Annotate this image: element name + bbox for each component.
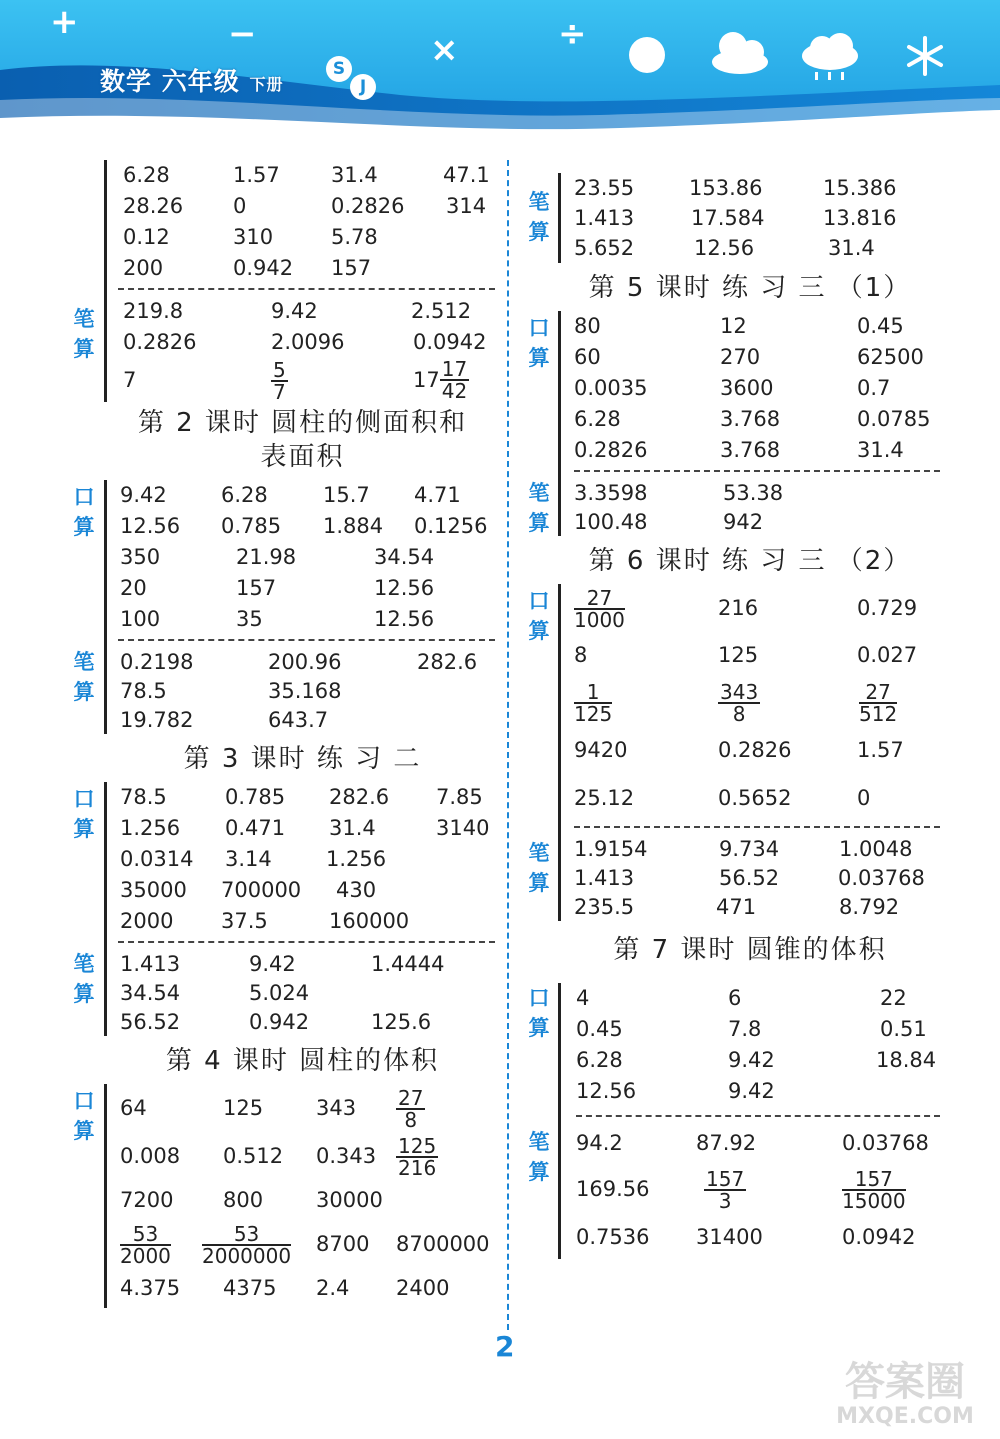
label-char: 算 (528, 871, 550, 895)
answer: 13.816 (823, 206, 897, 230)
answer-row (118, 327, 495, 358)
answer: 9.42 (120, 483, 167, 507)
right-column (520, 160, 940, 1259)
answer: 0.0035 (574, 376, 648, 400)
label-char: 笔 (528, 481, 550, 505)
answer: 0.7536 (576, 1225, 650, 1249)
answer-row (576, 1163, 940, 1215)
answer-row (574, 373, 940, 404)
answer: 15.386 (823, 176, 897, 200)
title-line: 第 2 课时 圆柱的侧面积和 (137, 408, 468, 438)
answer: 31.4 (331, 163, 378, 187)
answer: 100 (120, 607, 161, 631)
answer: 8.792 (839, 895, 900, 919)
answer: 0.1256 (414, 514, 488, 538)
answer: 430 (336, 878, 377, 902)
label-char: 口 (73, 1089, 95, 1113)
answer: 9.42 (271, 299, 318, 323)
answer: 2000 (120, 909, 174, 933)
left-column (70, 160, 495, 1308)
answer: 0.45 (857, 314, 904, 338)
answer: 94.2 (576, 1131, 623, 1155)
answer: 0.0785 (857, 407, 931, 431)
answer: 2.4 (316, 1276, 350, 1300)
label-char: 笔 (73, 307, 95, 331)
answer: 0.2826 (123, 330, 197, 354)
label-char: 算 (73, 515, 95, 539)
answer: 471 (716, 895, 757, 919)
bisuan-label (72, 647, 96, 707)
answer-block-lesson-3 (70, 782, 495, 1036)
answer: 0 (857, 786, 871, 810)
section-title-lesson-4: 第 4 课时 圆柱的体积 (165, 1046, 440, 1076)
answer: 3.768 (720, 438, 781, 462)
label-char: 算 (73, 337, 95, 361)
answer: 6.28 (574, 407, 621, 431)
answer-block-lesson-5 (520, 311, 940, 536)
answer-row (118, 191, 495, 222)
label-char: 算 (528, 511, 550, 535)
label-char: 口 (73, 485, 95, 509)
answer: 125.6 (371, 1010, 432, 1034)
answer: 87.92 (696, 1131, 757, 1155)
answer: 1.4444 (371, 952, 445, 976)
answer-block-continued (70, 160, 495, 402)
answer-row (118, 253, 495, 284)
answer-row (576, 1123, 940, 1163)
answer-row (574, 404, 940, 435)
multiply-icon: × (430, 30, 459, 70)
answer: 7.85 (436, 785, 483, 809)
answer-row (118, 782, 495, 813)
answer: 4.71 (414, 483, 461, 507)
answer-row (574, 863, 940, 892)
answer: 28.26 (123, 194, 184, 218)
fraction-answer: $\frac{1}{125}$ (574, 680, 613, 726)
mixed-number-answer: 17 $\frac{17}{42}$ (413, 357, 468, 403)
answer: 1.57 (233, 163, 280, 187)
answer-block-lesson-6 (520, 584, 940, 921)
answer-row (118, 906, 495, 937)
answer: 20 (120, 576, 147, 600)
answer: 6.28 (123, 163, 170, 187)
answer: 200.96 (268, 650, 342, 674)
answer-row (118, 949, 495, 978)
answer: 942 (723, 510, 764, 534)
bisuan-label (72, 304, 96, 364)
answer: 643.7 (268, 708, 329, 732)
kousuan-label (527, 313, 551, 373)
label-char: 口 (528, 589, 550, 613)
answer: 200 (123, 256, 164, 280)
bisuan-label (72, 949, 96, 1009)
badge-j: J (350, 74, 376, 100)
answer: 35.168 (268, 679, 342, 703)
dashed-separator (118, 941, 495, 943)
answer: 12 (720, 314, 747, 338)
answer: 23.55 (574, 176, 635, 200)
answer: 0.2826 (574, 438, 648, 462)
answer: 0.512 (223, 1144, 284, 1168)
answer: 282.6 (417, 650, 478, 674)
answer-row (574, 507, 940, 536)
answer: 56.52 (120, 1010, 181, 1034)
answer-row (118, 813, 495, 844)
answer: 1.413 (574, 866, 635, 890)
answer-row (118, 978, 495, 1007)
answer: 700000 (221, 878, 302, 902)
watermark-line: MXQE.COM (836, 1404, 974, 1429)
section-title-lesson-6: 第 6 课时 练 习 三 （2） (588, 546, 912, 576)
answer: 12.56 (576, 1079, 637, 1103)
answer: 3.14 (225, 847, 272, 871)
answer: 0.343 (316, 1144, 377, 1168)
answer-block-lesson-4-written (520, 173, 940, 263)
label-char: 算 (528, 220, 550, 244)
answer: 64 (120, 1096, 147, 1120)
answer: 3.768 (720, 407, 781, 431)
answer: 0.027 (857, 643, 918, 667)
label-char: 口 (528, 316, 550, 340)
label-char: 笔 (73, 650, 95, 674)
answer: 100.48 (574, 510, 648, 534)
answer: 1.0048 (839, 837, 913, 861)
answer: 17.584 (691, 206, 765, 230)
answer: 80 (574, 314, 601, 338)
answer: 31.4 (828, 236, 875, 260)
answer: 343 (316, 1096, 357, 1120)
answer-row (574, 632, 940, 678)
answer-row (118, 875, 495, 906)
answer-block-lesson-7 (520, 983, 940, 1259)
dashed-separator (574, 470, 940, 472)
fraction-answer: $\frac{5}{7}$ (273, 358, 286, 404)
answer-block-lesson-2 (70, 480, 495, 734)
divide-icon: ÷ (558, 14, 587, 54)
answer: 1.413 (120, 952, 181, 976)
answer: 9.42 (728, 1079, 775, 1103)
section-title-lesson-2 (70, 402, 495, 480)
answer: 0.03768 (842, 1131, 929, 1155)
answer: 314 (446, 194, 487, 218)
kousuan-label (527, 983, 551, 1043)
answer: 9.42 (249, 952, 296, 976)
answer: 34.54 (374, 545, 435, 569)
answer: 0.0314 (120, 847, 194, 871)
fraction-answer: $\frac{157}{15000}$ (842, 1167, 906, 1213)
answer: 30000 (316, 1188, 383, 1212)
answer: 0.008 (120, 1144, 181, 1168)
answer-row (574, 584, 940, 632)
answer: 8 (574, 643, 588, 667)
page-number: 2 (495, 1330, 515, 1363)
section-title-lesson-7: 第 7 课时 圆锥的体积 (613, 935, 887, 965)
dashed-separator (576, 1115, 940, 1117)
answer: 0.785 (225, 785, 286, 809)
answer: 0.7 (857, 376, 891, 400)
kousuan-label (527, 586, 551, 646)
answer: 2400 (396, 1276, 450, 1300)
fraction-answer: $\frac{53}{2000000}$ (202, 1222, 292, 1268)
answer: 2.0096 (271, 330, 345, 354)
answer: 800 (223, 1188, 264, 1212)
label-char: 算 (73, 680, 95, 704)
answer: 0.45 (576, 1017, 623, 1041)
dashed-separator (574, 826, 940, 828)
answer: 1.884 (323, 514, 384, 538)
answer-row (118, 1180, 495, 1220)
answer-row (118, 604, 495, 635)
answer: 0 (233, 194, 247, 218)
bisuan-label (527, 187, 551, 247)
section-title-lesson-3: 第 3 课时 练 习 二 (183, 744, 422, 774)
answer: 31400 (696, 1225, 763, 1249)
answer-row (574, 203, 940, 233)
answer: 1.9154 (574, 837, 648, 861)
answer-row (576, 1014, 940, 1045)
answer-row (118, 844, 495, 875)
answer: 216 (718, 596, 759, 620)
answer: 0.0942 (842, 1225, 916, 1249)
answer: 0.03768 (838, 866, 925, 890)
title-line: 表面积 (260, 442, 345, 472)
answer: 0.729 (857, 596, 918, 620)
answer: 4375 (223, 1276, 277, 1300)
fraction-answer: $\frac{157}{3}$ (706, 1167, 745, 1213)
fraction-answer: $\frac{27}{8}$ (398, 1086, 424, 1132)
answer: 5.024 (249, 981, 310, 1005)
label-char: 算 (528, 1160, 550, 1184)
answer: 12.56 (374, 607, 435, 631)
kousuan-label (72, 1086, 96, 1146)
answer-block-lesson-4 (70, 1084, 495, 1308)
answer: 56.52 (719, 866, 780, 890)
answer-row (574, 342, 940, 373)
answer: 9.734 (719, 837, 780, 861)
answer: 270 (720, 345, 761, 369)
answer-row (118, 1132, 495, 1180)
answer: 4.375 (120, 1276, 181, 1300)
answer: 35000 (120, 878, 187, 902)
bisuan-label (527, 1127, 551, 1187)
answer: 0.942 (249, 1010, 310, 1034)
answer: 4 (576, 986, 590, 1010)
label-char: 笔 (73, 952, 95, 976)
answer: 125 (223, 1096, 264, 1120)
answer: 78.5 (120, 785, 167, 809)
answer: 3600 (720, 376, 774, 400)
plus-icon: + (50, 2, 79, 42)
answer: 219.8 (123, 299, 184, 323)
answer-row (118, 542, 495, 573)
answer-row (574, 834, 940, 863)
bisuan-label (527, 478, 551, 538)
answer: 2.512 (411, 299, 472, 323)
fraction-answer: $\frac{27}{512}$ (859, 680, 898, 726)
answer-row (118, 1084, 495, 1132)
label-char: 算 (73, 817, 95, 841)
answer: 157 (331, 256, 372, 280)
book-title (100, 62, 283, 98)
answer: 5.78 (331, 225, 378, 249)
answer-row (574, 726, 940, 774)
badge-s: S (326, 56, 352, 82)
answer: 7 (123, 368, 137, 392)
answer: 169.56 (576, 1177, 650, 1201)
answer: 47.1 (443, 163, 490, 187)
answer-row (118, 296, 495, 327)
answer: 25.12 (574, 786, 635, 810)
answer: 5.652 (574, 236, 635, 260)
answer-row (118, 1007, 495, 1036)
answer: 22 (880, 986, 907, 1010)
label-char: 笔 (528, 1130, 550, 1154)
answer-row (574, 233, 940, 263)
answer: 21.98 (236, 545, 297, 569)
answer: 31.4 (857, 438, 904, 462)
answer: 1.256 (326, 847, 387, 871)
answer: 8700000 (396, 1232, 490, 1256)
label-char: 笔 (528, 841, 550, 865)
bisuan-label (527, 838, 551, 898)
answer: 78.5 (120, 679, 167, 703)
column-divider (507, 160, 509, 1330)
answer: 0.2198 (120, 650, 194, 674)
label-char: 口 (528, 986, 550, 1010)
answer: 19.782 (120, 708, 194, 732)
answer: 34.54 (120, 981, 181, 1005)
dashed-separator (118, 639, 495, 641)
answer: 31.4 (329, 816, 376, 840)
answer: 1.413 (574, 206, 635, 230)
answer-row (576, 1045, 940, 1076)
answer: 35 (236, 607, 263, 631)
answer-row (574, 774, 940, 822)
edition-label: 下册 (249, 75, 284, 94)
answer-row (118, 358, 495, 402)
label-char: 算 (73, 982, 95, 1006)
answer: 12.56 (120, 514, 181, 538)
fraction-answer: $\frac{53}{2000}$ (120, 1222, 171, 1268)
answer: 62500 (857, 345, 924, 369)
label-char: 算 (73, 1119, 95, 1143)
answer: 8700 (316, 1232, 370, 1256)
fraction-answer: $\frac{125}{216}$ (398, 1134, 437, 1180)
block-bar (558, 173, 561, 263)
dashed-separator (118, 288, 495, 290)
answer-row (118, 573, 495, 604)
answer: 1.57 (857, 738, 904, 762)
answer-row (118, 1268, 495, 1308)
answer: 0.51 (880, 1017, 927, 1041)
answer-row (574, 478, 940, 507)
answer: 0.5652 (718, 786, 792, 810)
answer-row (574, 678, 940, 726)
answer-row (574, 892, 940, 921)
label-char: 笔 (528, 190, 550, 214)
answer: 6.28 (221, 483, 268, 507)
answer-row (576, 1215, 940, 1259)
answer: 6 (728, 986, 742, 1010)
answer: 12.56 (694, 236, 755, 260)
answer: 157 (236, 576, 277, 600)
watermark (820, 1360, 990, 1430)
answer: 53.38 (723, 481, 784, 505)
answer: 160000 (329, 909, 410, 933)
answer: 1.256 (120, 816, 181, 840)
kousuan-label (72, 784, 96, 844)
answer: 153.86 (689, 176, 763, 200)
answer-row (574, 173, 940, 203)
subject-grade: 数学 六年级 (100, 67, 240, 96)
fraction-answer: $\frac{343}{8}$ (720, 680, 759, 726)
answer: 15.7 (323, 483, 370, 507)
sun-icon (629, 37, 665, 73)
answer-row (118, 222, 495, 253)
answer: 12.56 (374, 576, 435, 600)
minus-icon: − (228, 14, 257, 54)
answer: 0.12 (123, 225, 170, 249)
answer: 7200 (120, 1188, 174, 1212)
answer: 310 (233, 225, 274, 249)
answer-row (118, 160, 495, 191)
label-char: 口 (73, 787, 95, 811)
answer-row (574, 435, 940, 466)
kousuan-label (72, 482, 96, 542)
answer: 6.28 (576, 1048, 623, 1072)
answer-row (118, 676, 495, 705)
answer: 0.471 (225, 816, 286, 840)
section-title-lesson-5: 第 5 课时 练 习 三 （1） (588, 273, 912, 303)
answer: 282.6 (329, 785, 390, 809)
answer-row (118, 480, 495, 511)
answer: 9.42 (728, 1048, 775, 1072)
answer: 60 (574, 345, 601, 369)
fraction-answer: $\frac{27}{1000}$ (574, 586, 625, 632)
answer: 37.5 (221, 909, 268, 933)
label-char: 算 (528, 346, 550, 370)
answer: 3.3598 (574, 481, 648, 505)
answer-row (574, 311, 940, 342)
answer-row (118, 705, 495, 734)
answer: 9420 (574, 738, 628, 762)
answer-row (118, 1220, 495, 1268)
block-bar (104, 1084, 107, 1308)
answer: 0.785 (221, 514, 282, 538)
answer-row (576, 983, 940, 1014)
answer: 0.2826 (331, 194, 405, 218)
answer: 18.84 (876, 1048, 937, 1072)
answer-row (118, 647, 495, 676)
answer: 235.5 (574, 895, 635, 919)
label-char: 算 (528, 1016, 550, 1040)
answer-row (118, 511, 495, 542)
answer: 3140 (436, 816, 490, 840)
label-char: 算 (528, 619, 550, 643)
answer: 125 (718, 643, 759, 667)
answer-row (576, 1076, 940, 1107)
answer: 0.0942 (413, 330, 487, 354)
answer: 0.942 (233, 256, 294, 280)
header-banner (0, 0, 1000, 140)
answer: 7.8 (728, 1017, 762, 1041)
answer: 0.2826 (718, 738, 792, 762)
answer: 350 (120, 545, 161, 569)
watermark-line: 答案圈 (845, 1359, 965, 1405)
